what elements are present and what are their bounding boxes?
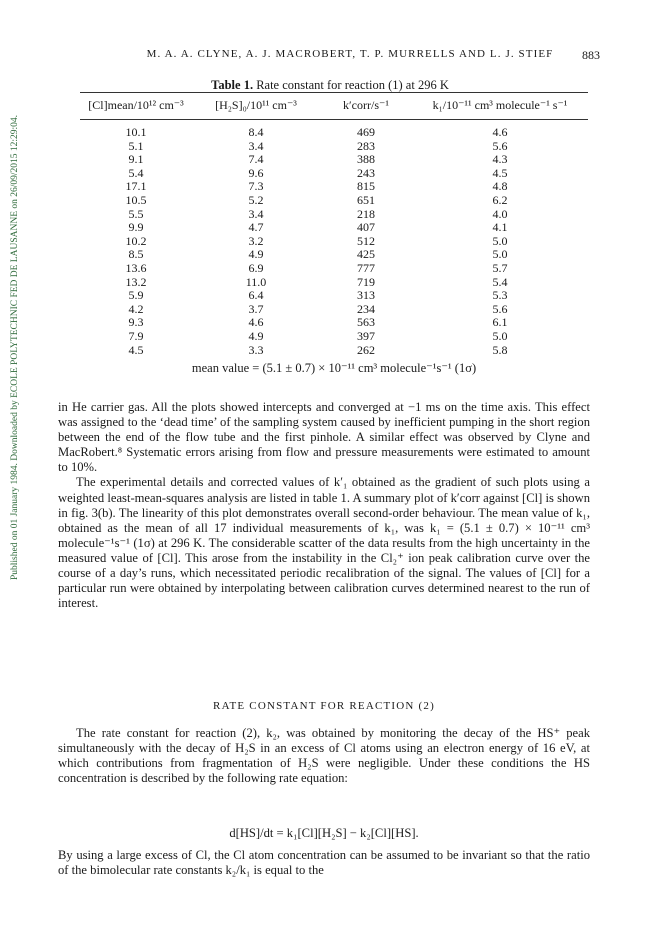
table-cell: 5.7 [492, 260, 508, 275]
table-cell: 5.1 [128, 138, 144, 153]
table-cell: 5.4 [492, 274, 508, 289]
table-row [80, 316, 588, 330]
table-row [80, 248, 588, 262]
table-cell: 9.3 [128, 315, 144, 330]
table-cell: 7.3 [248, 179, 264, 194]
table-cell: 425 [357, 247, 375, 262]
page-number: 883 [582, 48, 600, 62]
table-cell: 4.6 [248, 315, 264, 330]
table-cell: 17.1 [125, 179, 147, 194]
table-cell: 563 [357, 315, 375, 330]
table-cell: 4.1 [492, 220, 508, 235]
table-row [80, 120, 588, 140]
table-cell: 243 [357, 165, 375, 180]
table-cell: 388 [357, 152, 375, 167]
table-cell: 9.1 [128, 152, 144, 167]
table-caption [80, 78, 580, 93]
table-cell: 262 [357, 342, 375, 357]
table-row [80, 235, 588, 249]
table-cell: 283 [357, 138, 375, 153]
table-cell: 5.6 [492, 138, 508, 153]
table-cell: 3.2 [248, 233, 264, 248]
table-cell: 407 [357, 220, 375, 235]
table-cell: 13.6 [125, 260, 147, 275]
table-cell: 4.7 [248, 220, 264, 235]
body-text-upper [58, 400, 590, 611]
table-cell: 11.0 [245, 274, 267, 289]
table-mean-value: mean value = (5.1 ± 0.7) × 10⁻¹¹ cm³ molecule⁻¹s⁻¹ (1σ) [191, 361, 477, 375]
table-row [80, 276, 588, 290]
table-cell: 719 [357, 274, 375, 289]
table-cell: 8.5 [128, 247, 144, 262]
table-cell: 4.6 [492, 125, 508, 139]
table-cell: 5.0 [492, 233, 508, 248]
table-cell: 4.5 [492, 165, 508, 180]
table-cell: 4.0 [492, 206, 508, 221]
table-row [80, 153, 588, 167]
table-cell: 815 [357, 179, 375, 194]
table-cell: 6.1 [492, 315, 508, 330]
table-caption-text: Rate constant for reaction (1) at 296 K [256, 78, 449, 92]
column-header-kcorr: k′corr/s⁻¹ [320, 93, 412, 120]
column-header-k1: k₁/10⁻¹¹ cm³ molecule⁻¹ s⁻¹ [412, 93, 588, 120]
table-cell: 5.0 [492, 247, 508, 262]
table-cell: 7.9 [128, 328, 144, 343]
body-text-final [58, 848, 590, 878]
paragraph-1: in He carrier gas. All the plots showed intercepts and converged at −1 ms on the time axis. This effect was assigned to the ‘dead time’ of the sampling system caused by inefficient pumping in the short region between the end of the flow tube and the first pinhole. A similar effect was observed by Clyne and MacRobert.⁸ Systematic errors arising from flow and pressure measurements were estimated to amount to 10%. [58, 400, 590, 475]
table-cell: 3.3 [248, 342, 264, 357]
body-text-lower [58, 726, 590, 786]
table-cell: 4.8 [492, 179, 508, 194]
table-cell: 9.6 [248, 165, 264, 180]
table-cell: 6.2 [492, 192, 508, 207]
table-cell: 5.5 [128, 206, 144, 221]
table-cell: 5.9 [128, 288, 144, 303]
table-cell: 469 [357, 125, 375, 139]
column-header-h2s: [H₂S]₀/10¹¹ cm⁻³ [192, 93, 320, 120]
table-cell: 313 [357, 288, 375, 303]
table-cell: 3.4 [248, 138, 264, 153]
header-authors: M. A. A. CLYNE, A. J. MACROBERT, T. P. MURRELLS AND L. J. STIEF [146, 48, 554, 60]
table-cell: 6.4 [248, 288, 264, 303]
paragraph-2: The experimental details and corrected values of k′₁ obtained as the gradient of such plots using a weighted least-mean-squares analysis are listed in table 1. A summary plot of k′corr against [Cl] is shown in fig. 3(b). The linearity of this plot demonstrates overall second-order behaviour. The mean value of k₁, obtained as the mean of all 17 individual measurements of k₁, was k₁ = (5.1 ± 0.7) × 10⁻¹¹ cm³ molecule⁻¹s⁻¹ (1σ) at 296 K. The considerable scatter of the data results from the high uncertainty in the measured value of [Cl]. This arose from the instability in the Cl₂⁺ ion peak calibration curve over the course of a day’s runs, which necessitated periodic recalibration of the signal. The values of [Cl] for a particular run were obtained by interpolating between calibration curves determined nearest to the run of interest. [58, 475, 590, 611]
table-cell: 5.8 [492, 342, 508, 357]
table-row [80, 208, 588, 222]
table-cell: 651 [357, 192, 375, 207]
table-row [80, 289, 588, 303]
table-cell: 10.5 [125, 192, 147, 207]
table-cell: 4.3 [492, 152, 508, 167]
table-row [80, 303, 588, 317]
table-cell: 4.2 [128, 301, 144, 316]
table-cell: 234 [357, 301, 375, 316]
table-cell: 10.1 [125, 125, 147, 139]
table-row [80, 262, 588, 276]
running-header [100, 48, 600, 60]
section-heading: RATE CONSTANT FOR REACTION (2) [213, 700, 435, 712]
rate-equation: d[HS]/dt = k₁[Cl][H₂S] − k₂[Cl][HS]. [229, 826, 419, 840]
table-cell: 13.2 [125, 274, 147, 289]
table-row [80, 194, 588, 208]
table-cell: 10.2 [125, 233, 147, 248]
table-cell: 8.4 [248, 125, 264, 139]
table-cell: 4.9 [248, 247, 264, 262]
table-cell: 3.4 [248, 206, 264, 221]
table-cell: 5.4 [128, 165, 144, 180]
table-row [80, 167, 588, 181]
table-cell: 5.0 [492, 328, 508, 343]
rate-constant-table [80, 92, 588, 361]
table-cell: 218 [357, 206, 375, 221]
paragraph-3: The rate constant for reaction (2), k₂, was obtained by monitoring the decay of the HS⁺ peak simultaneously with the decay of H₂S in an excess of Cl atoms using an electron energy of 16 eV, at which contributions from fragmentation of H₂S were negligible. Under these conditions the HS concentration is described by the following rate equation: [58, 726, 590, 786]
table-row [80, 140, 588, 154]
table-cell: 5.6 [492, 301, 508, 316]
table-row [80, 344, 588, 362]
table-cell: 4.5 [128, 342, 144, 357]
paragraph-4: By using a large excess of Cl, the Cl atom concentration can be assumed to be invariant so that the ratio of the bimolecular rate constants k₂/k₁ is equal to the [58, 848, 590, 878]
table-cell: 3.7 [248, 301, 264, 316]
table-row [80, 180, 588, 194]
table-cell: 5.3 [492, 288, 508, 303]
table-row [80, 221, 588, 235]
table-cell: 5.2 [248, 192, 264, 207]
table-cell: 397 [357, 328, 375, 343]
table-row [80, 330, 588, 344]
download-stamp: Published on 01 January 1984. Downloaded by ECOLE POLYTECHNIC FED DE LAUSANNE on 26/09/2015 12:29:04. [10, 114, 20, 580]
table-header-row [80, 93, 588, 120]
table-cell: 6.9 [248, 260, 264, 275]
table-cell: 9.9 [128, 220, 144, 235]
column-header-cl-mean: [Cl]mean/10¹² cm⁻³ [80, 93, 192, 120]
table-cell: 4.9 [248, 328, 264, 343]
table-cell: 777 [357, 260, 375, 275]
table-cell: 7.4 [248, 152, 264, 167]
table-label: Table 1. [211, 78, 254, 92]
table-cell: 512 [357, 233, 375, 248]
